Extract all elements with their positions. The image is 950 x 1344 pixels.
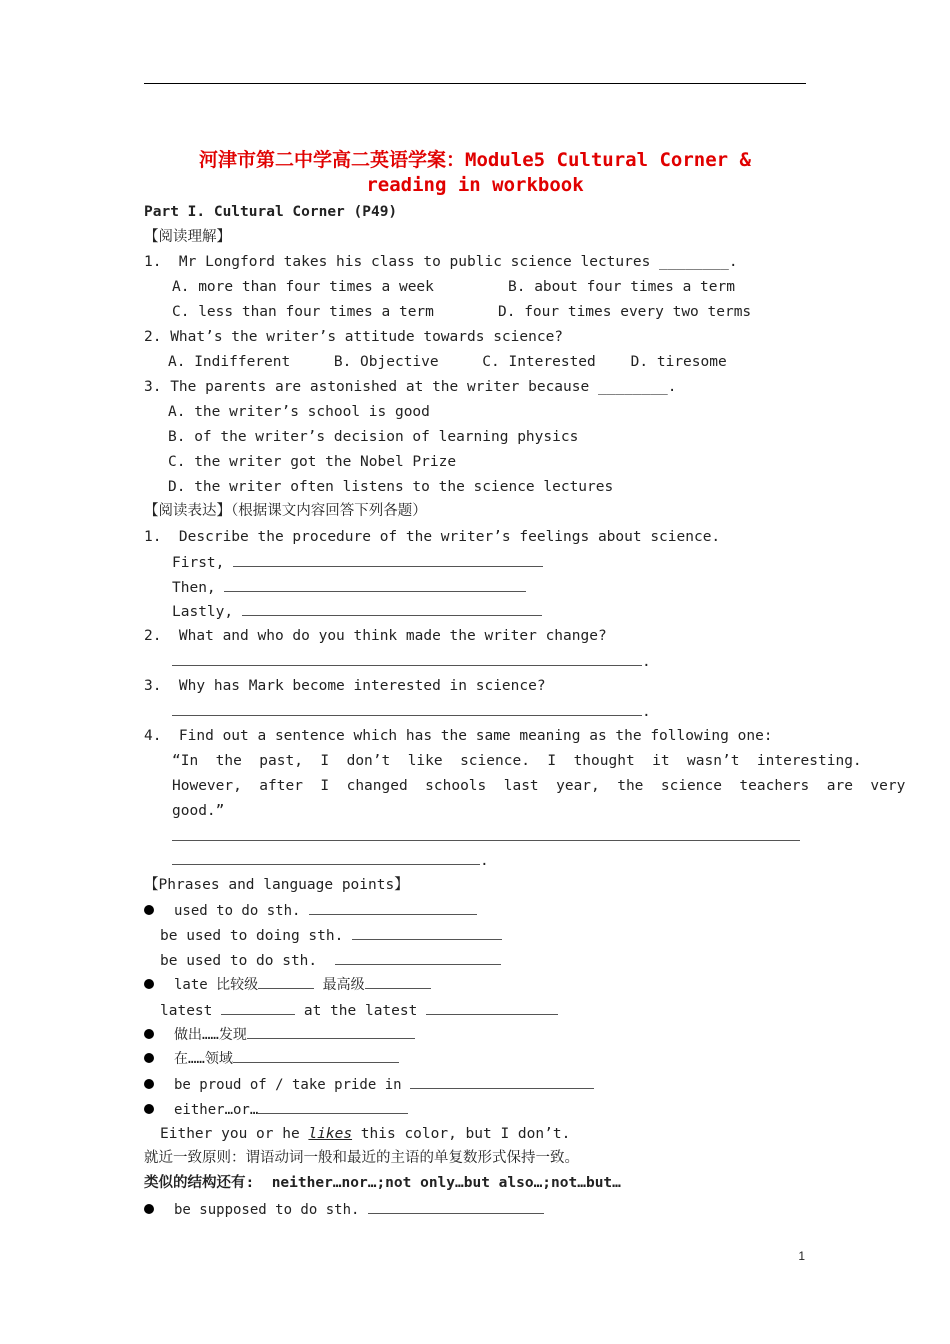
- blank-then[interactable]: [224, 577, 526, 592]
- section-reading-expression: 【阅读表达】（根据课文内容回答下列各题）: [144, 503, 427, 519]
- bullet-field: [144, 1048, 399, 1068]
- expression-4: 4. Find out a sentence which has the same meaning as the following one:: [144, 728, 773, 744]
- blank-be-used-to-doing[interactable]: [352, 925, 502, 940]
- document-title: [144, 148, 806, 198]
- blank-e4-line2[interactable]: [172, 850, 480, 865]
- phrase-be-used-to-do-row: [160, 950, 501, 971]
- blank-latest[interactable]: [221, 1000, 295, 1015]
- quote-line-3: good.”: [172, 803, 225, 819]
- blank-e3[interactable]: [172, 701, 642, 716]
- blank-field[interactable]: [233, 1048, 399, 1063]
- blank-e2[interactable]: [172, 651, 642, 666]
- part-heading: Part I. Cultural Corner (P49): [144, 204, 398, 220]
- answer-2: .: [172, 651, 651, 672]
- example-post: this color, but I don’t.: [352, 1126, 571, 1142]
- expression-1: 1. Describe the procedure of the writer’s feelings about science.: [144, 529, 721, 545]
- answer-3: .: [172, 701, 651, 722]
- q3-option-a: A. the writer’s school is good: [168, 404, 430, 420]
- blank-be-used-to-do[interactable]: [335, 950, 501, 965]
- q3-option-b: B. of the writer’s decision of learning physics: [168, 429, 579, 445]
- phrase-late-comparative: late 比较级: [174, 977, 259, 993]
- blank-either-or[interactable]: [258, 1099, 408, 1114]
- q3-option-c: C. the writer got the Nobel Prize: [168, 454, 457, 470]
- q2-options: A. Indifferent B. Objective C. Interested D. tiresome: [168, 354, 727, 370]
- bullet-icon: [144, 1204, 154, 1214]
- blank-supposed[interactable]: [368, 1199, 544, 1214]
- answer-4b: .: [172, 850, 489, 871]
- question-2: 2. What’s the writer’s attitude towards science?: [144, 329, 564, 345]
- phrase-latest: latest: [160, 1003, 213, 1019]
- blank-superlative[interactable]: [365, 974, 431, 989]
- bullet-supposed: [144, 1199, 544, 1218]
- blank-first[interactable]: [233, 552, 543, 567]
- example-pre: Either you or he: [160, 1126, 309, 1142]
- blank-comparative[interactable]: [258, 974, 314, 989]
- bullet-used-to: [144, 900, 477, 919]
- bullet-either-or: [144, 1099, 408, 1118]
- lastly-label: Lastly,: [172, 604, 234, 620]
- phrase-at-the-latest: at the latest: [303, 1003, 418, 1019]
- q1-option-b: B. about four times a term: [508, 279, 735, 295]
- phrase-be-used-to-doing: be used to doing sth.: [160, 928, 344, 944]
- first-label: First,: [172, 555, 225, 571]
- bullet-icon: [144, 979, 154, 989]
- answer-first: [172, 552, 543, 573]
- bullet-icon: [144, 1104, 154, 1114]
- question-1: 1. Mr Longford takes his class to public science lectures ________.: [144, 254, 738, 270]
- phrase-used-to: used to do sth.: [174, 903, 301, 919]
- example-sentence: [160, 1124, 570, 1144]
- q1-option-c: C. less than four times a term: [172, 304, 434, 320]
- blank-lastly[interactable]: [242, 601, 542, 616]
- bullet-discovery: [144, 1024, 415, 1044]
- answer-4a: [172, 826, 800, 847]
- phrase-make-discovery: 做出……发现: [174, 1027, 247, 1043]
- section-phrases: 【Phrases and language points】: [144, 877, 409, 893]
- example-verb: likes: [308, 1126, 353, 1142]
- proximity-rule: 就近一致原则：谓语动词一般和最近的主语的单复数形式保持一致。: [144, 1150, 579, 1166]
- quote-line-2: However, after I changed schools last year, the science teachers are very: [172, 778, 906, 794]
- section-reading-comprehension: 【阅读理解】: [144, 229, 231, 245]
- blank-e4-line1[interactable]: [172, 826, 800, 841]
- phrase-either-or: either…or…: [174, 1102, 259, 1118]
- title-line-2: reading in workbook: [366, 174, 584, 196]
- q1-option-d: D. four times every two terms: [498, 304, 752, 320]
- quote-line-1: “In the past, I don’t like science. I thought it wasn’t interesting.: [172, 753, 862, 769]
- bullet-icon: [144, 1053, 154, 1063]
- phrase-in-field: 在……领域: [174, 1051, 233, 1067]
- phrase-be-supposed-to: be supposed to do sth.: [174, 1202, 360, 1218]
- bullet-proud: [144, 1074, 594, 1093]
- answer-then: [172, 577, 526, 598]
- phrase-be-used-to-do: be used to do sth.: [160, 953, 318, 969]
- bullet-icon: [144, 905, 154, 915]
- expression-3: 3. Why has Mark become interested in science?: [144, 678, 546, 694]
- blank-at-the-latest[interactable]: [426, 1000, 558, 1015]
- q3-option-d: D. the writer often listens to the science lectures: [168, 479, 614, 495]
- blank-used-to[interactable]: [309, 900, 477, 915]
- then-label: Then,: [172, 580, 216, 596]
- answer-lastly: [172, 601, 542, 622]
- bullet-icon: [144, 1079, 154, 1089]
- q1-option-a: A. more than four times a week: [172, 279, 434, 295]
- page-number: 1: [798, 1249, 805, 1263]
- blank-discovery[interactable]: [247, 1024, 415, 1039]
- label-superlative: 最高级: [322, 977, 365, 993]
- blank-proud-of[interactable]: [410, 1074, 594, 1089]
- expression-2: 2. What and who do you think made the writer change?: [144, 628, 607, 644]
- title-line-1: 河津市第二中学高二英语学案：Module5 Cultural Corner &: [199, 149, 751, 171]
- header-rule: [144, 83, 806, 84]
- bullet-late: [144, 974, 431, 994]
- phrase-proud-of: be proud of / take pride in: [174, 1077, 402, 1093]
- phrase-latest-row: [160, 1000, 558, 1021]
- phrase-be-used-to-doing-row: [160, 925, 502, 946]
- bullet-icon: [144, 1029, 154, 1039]
- similar-structures: 类似的结构还有: neither…nor…;not only…but also…;not…but…: [144, 1175, 621, 1191]
- question-3: 3. The parents are astonished at the writer because ________.: [144, 379, 677, 395]
